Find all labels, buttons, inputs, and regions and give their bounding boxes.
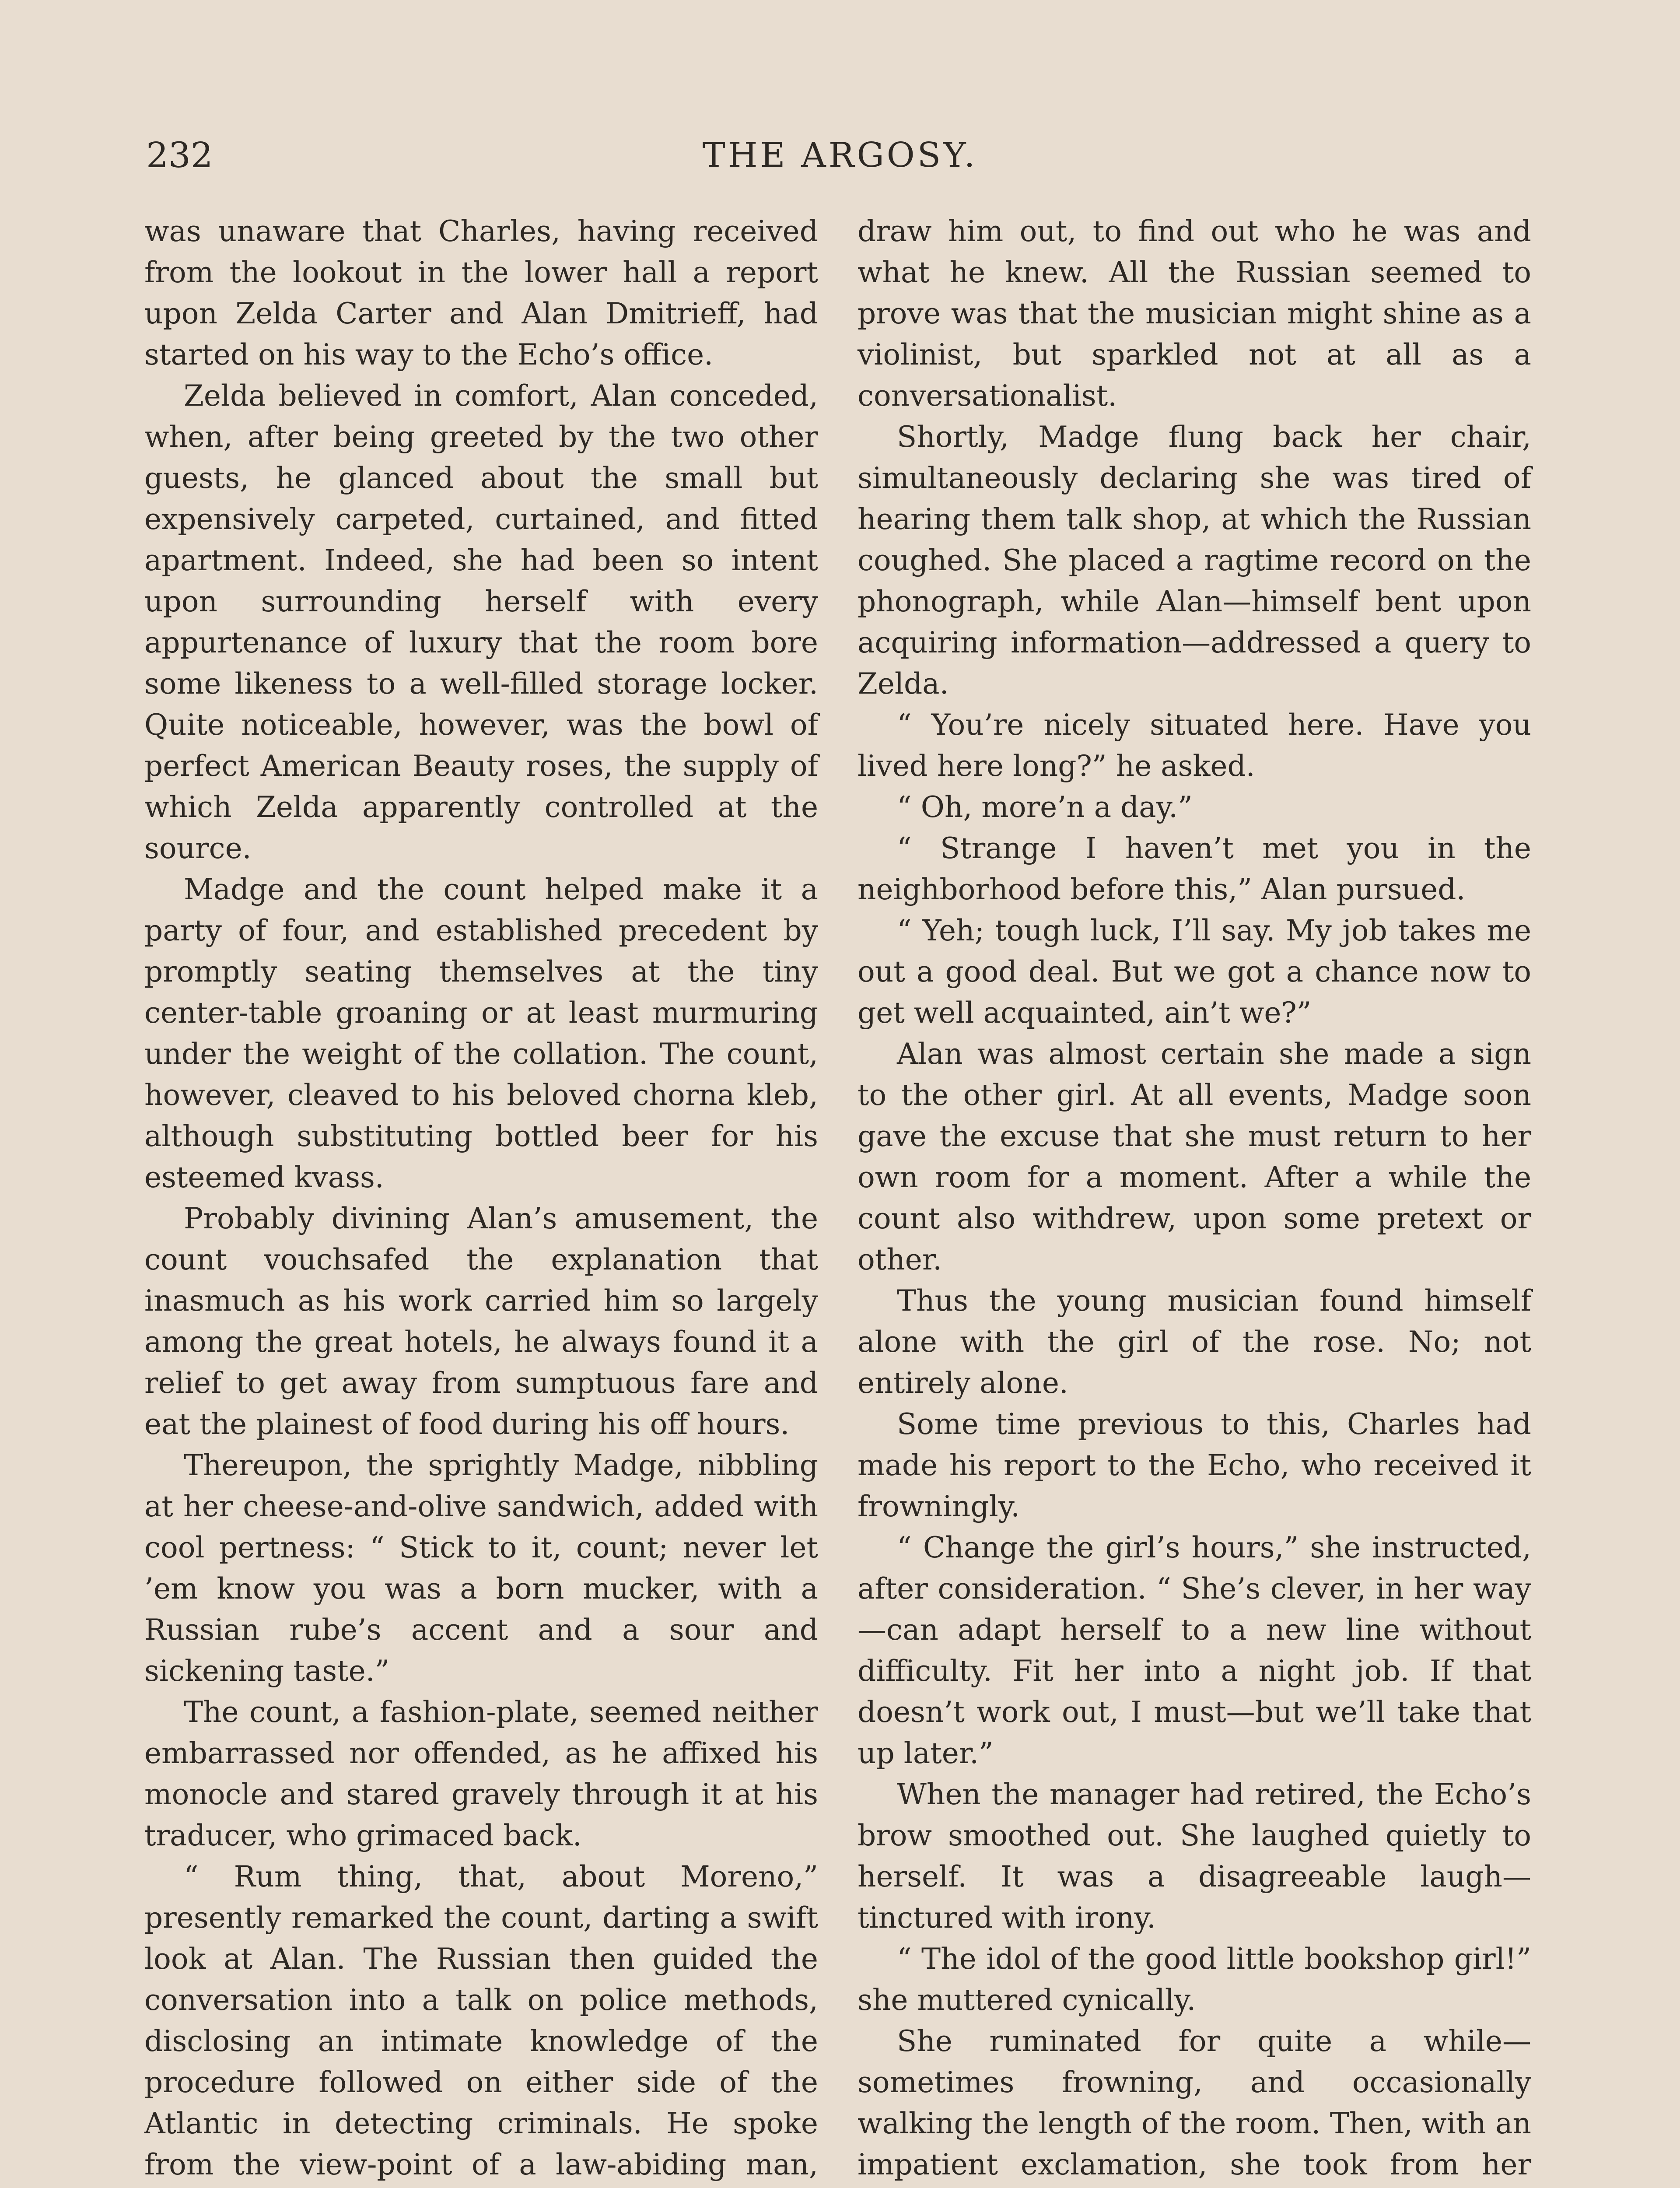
paragraph: Thereupon, the sprightly Madge, nibbling at her cheese-and-olive sandwich, added with cool pertness: “ Stick to it, count; never let ’em know you was a born mucker, with a Russian rube’s accent and a sour and sickening taste.” — [144, 1448, 818, 1688]
paragraph: Probably divining Alan’s amusement, the count vouchsafed the explanation that inasmuch as his work carried him so largely among the great hotels, he always found it a relief to get away from sumptuous fare and eat the plainest of food during his off hours. — [144, 1202, 818, 1441]
paragraph: Alan was almost certain she made a sign to the other girl. At all events, Madge soon gave the excuse that she must return to her own room for a moment. After a while the count also withdrew, upon some pretext or other. — [858, 1037, 1531, 1276]
journal-title: THE ARGOSY. — [702, 136, 978, 175]
paragraph: Shortly, Madge flung back her chair, simultaneously declaring she was tired of hearing them talk shop, at which the Russian coughed. She placed a ragtime record on the phonograph, while Alan—himself bent upon acquiring information—addressed a query to Zelda. — [858, 420, 1531, 701]
paragraph: “ Rum thing, that, about Moreno,” presently remarked the count, darting a swift look at Alan. The Russian then guided the conversation into a talk on police methods, disclosing an intimate knowledge of the procedure followed on either side of the Atlantic in detecting criminals. He spoke from the view-point of a law-abiding man, — [144, 1860, 818, 2181]
left-column — [144, 211, 818, 2188]
paragraph: “ The idol of the good little bookshop girl!” she muttered cynically. — [858, 1942, 1531, 2017]
paragraph: “ You’re nicely situated here. Have you lived here long?” he asked. — [858, 708, 1531, 783]
page-number: 232 — [146, 135, 213, 175]
paragraph: “ Change the girl’s hours,” she instructed, after consideration. “ She’s clever, in her way—can adapt herself to a new line without difficulty. Fit her into a night job. If that doesn’t work out, I must—but we’ll take that up later.” — [858, 1531, 1531, 1770]
right-column — [858, 211, 1531, 2188]
paragraph: The count, a fashion-plate, seemed neither embarrassed nor offended, as he affixed his monocle and stared gravely through it at his traducer, who grimaced back. — [144, 1695, 818, 1852]
paragraph: Some time previous to this, Charles had made his report to the Echo, who received it frowningly. — [858, 1407, 1531, 1523]
paragraph: Zelda believed in comfort, Alan conceded, when, after being greeted by the two other guests, he glanced about the small but expensively carpeted, curtained, and fitted apartment. Indeed, she had been so intent upon surrounding herself with every appurtenance of luxury that the room bore some likeness to a well-filled storage locker. Quite noticeable, however, was the bowl of perfect American Beauty roses, the supply of which Zelda apparently controlled at the source. — [144, 379, 818, 865]
paragraph: draw him out, to find out who he was and what he knew. All the Russian seemed to prove was that the musician might shine as a violinist, but sparkled not at all as a conversationalist. — [858, 214, 1531, 413]
paragraph: She ruminated for quite a while—sometimes frowning, and occasionally walking the length of the room. Then, with an impatient exclamation, she took from her — [858, 2024, 1531, 2181]
paragraph: “ Oh, more’n a day.” — [897, 790, 1193, 824]
paragraph: was unaware that Charles, having received from the lookout in the lower hall a report upon Zelda Carter and Alan Dmitrieff, had started on his way to the Echo’s office. — [144, 214, 818, 372]
paragraph: “ Yeh; tough luck, I’ll say. My job takes me out a good deal. But we got a chance now to get well acquainted, ain’t we?” — [858, 914, 1531, 1030]
paragraph: Madge and the count helped make it a party of four, and established precedent by promptly seating themselves at the tiny center-table groaning or at least murmuring under the weight of the collation. The count, however, cleaved to his beloved chorna kleb, although substituting bottled beer for his esteemed kvass. — [144, 873, 818, 1194]
running-head — [140, 131, 1540, 179]
paragraph: When the manager had retired, the Echo’s brow smoothed out. She laughed quietly to herself. It was a disagreeable laugh—tinctured with irony. — [858, 1778, 1531, 1935]
paragraph: Thus the young musician found himself alone with the girl of the rose. No; not entirely alone. — [858, 1284, 1531, 1400]
paragraph: “ Strange I haven’t met you in the neighborhood before this,” Alan pursued. — [858, 831, 1531, 906]
